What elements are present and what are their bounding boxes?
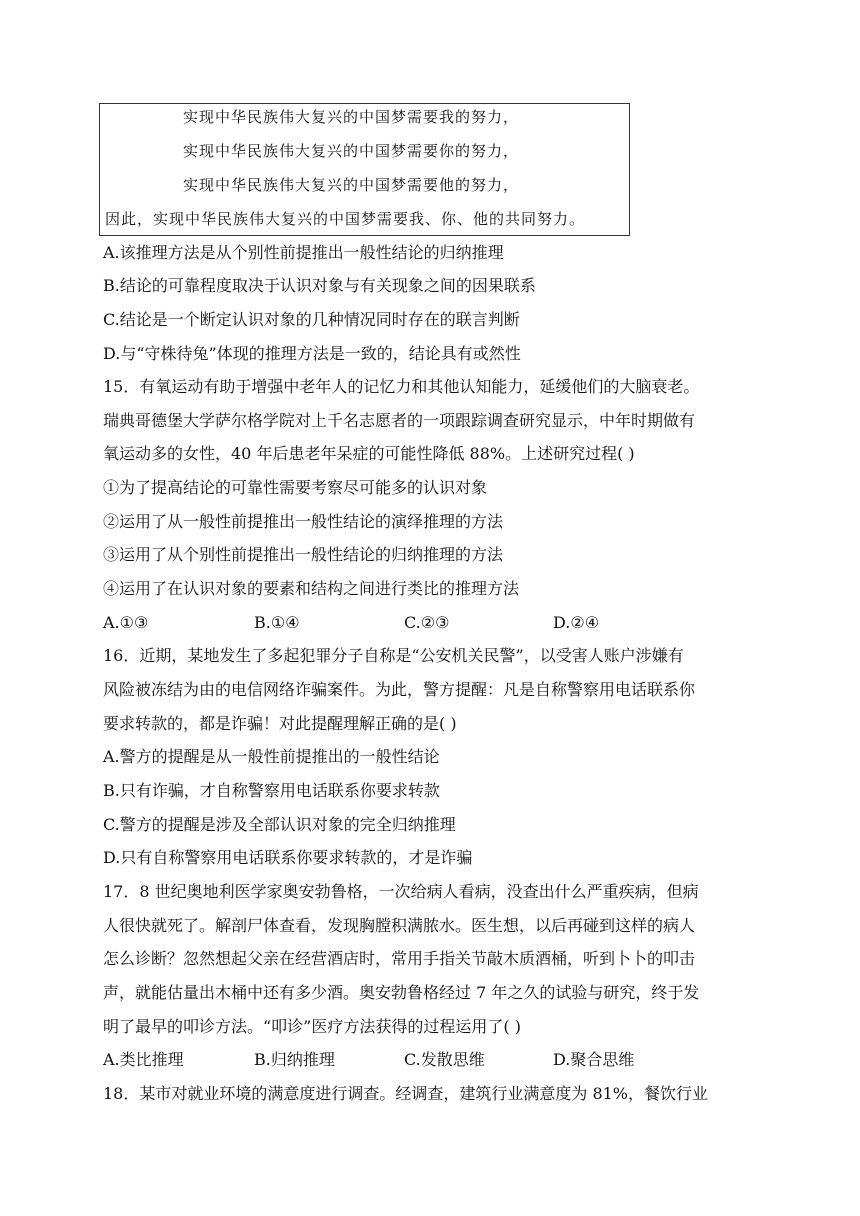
quote-conclusion: 因此，实现中华民族伟大复兴的中国梦需要我、你、他的共同努力。 — [105, 210, 586, 228]
q17-option-c: C.发散思维 — [404, 1050, 485, 1069]
q16-stem-line: 风险被冻结为由的电信网络诈骗案件。为此，警方提醒：凡是自称警察用电话联系你 — [103, 680, 696, 699]
q15-item-1: ①为了提高结论的可靠性需要考察尽可能多的认识对象 — [103, 478, 488, 497]
q16-option-b: B.只有诈骗，才自称警察用电话联系你要求转款 — [103, 781, 440, 800]
q18-stem-line: 18．某市对就业环境的满意度进行调查。经调查，建筑行业满意度为 81%，餐饮行业 — [103, 1084, 709, 1103]
q16-option-a: A.警方的提醒是从一般性前提推出的一般性结论 — [103, 747, 440, 766]
q15-option-c: C.②③ — [404, 613, 450, 632]
q15-stem-line: 15．有氧运动有助于增强中老年人的记忆力和其他认知能力，延缓他们的大脑衰老。 — [103, 377, 700, 396]
q15-item-3: ③运用了从个别性前提推出一般性结论的归纳推理的方法 — [103, 545, 504, 564]
q15-stem-line: 氧运动多的女性，40 年后患老年呆症的可能性降低 88%。上述研究过程( ) — [103, 444, 635, 463]
q16-option-c: C.警方的提醒是涉及全部认识对象的完全归纳推理 — [103, 815, 456, 834]
quote-line: 实现中华民族伟大复兴的中国梦需要他的努力， — [183, 176, 520, 194]
quote-line: 实现中华民族伟大复兴的中国梦需要你的努力， — [183, 142, 520, 160]
q16-stem-line: 16．近期，某地发生了多起犯罪分子自称是“公安机关民警”，以受害人账户涉嫌有 — [103, 646, 684, 665]
q15-stem-line: 瑞典哥德堡大学萨尔格学院对上千名志愿者的一项跟踪调查研究显示，中年时期做有 — [103, 411, 696, 430]
q17-stem-line: 人很快就死了。解剖尸体查看，发现胸膛积满脓水。医生想，以后再碰到这样的病人 — [103, 916, 696, 935]
q15-option-b: B.①④ — [254, 613, 300, 632]
q17-stem-line: 声，就能估量出木桶中还有多少酒。奥安勃鲁格经过 7 年之久的试验与研究，终于发 — [103, 983, 700, 1002]
q17-option-a: A.类比推理 — [103, 1050, 184, 1069]
q17-stem-line: 17．8 世纪奥地利医学家奥安勃鲁格，一次给病人看病，没查出什么严重疾病，但病 — [103, 882, 699, 901]
q16-stem-line: 要求转款的，都是诈骗！对此提醒理解正确的是( ) — [103, 714, 457, 733]
q17-stem-line: 明了最早的叩诊方法。“叩诊”医疗方法获得的过程运用了( ) — [103, 1017, 521, 1036]
q14-option-c: C.结论是一个断定认识对象的几种情况同时存在的联言判断 — [103, 310, 520, 329]
quote-line: 实现中华民族伟大复兴的中国梦需要我的努力， — [183, 108, 520, 126]
q14-option-b: B.结论的可靠程度取决于认识对象与有关现象之间的因果联系 — [103, 276, 536, 295]
q14-option-a: A.该推理方法是从个别性前提推出一般性结论的归纳推理 — [103, 243, 504, 262]
q15-option-a: A.①③ — [103, 613, 149, 632]
q17-option-d: D.聚合思维 — [553, 1050, 635, 1069]
q17-stem-line: 怎么诊断？忽然想起父亲在经营酒店时，常用手指关节敲木质酒桶，听到卜卜的叩击 — [103, 949, 696, 968]
q17-option-b: B.归纳推理 — [254, 1050, 335, 1069]
q15-option-d: D.②④ — [553, 613, 600, 632]
q16-option-d: D.只有自称警察用电话联系你要求转款的，才是诈骗 — [103, 848, 473, 867]
q14-option-d: D.与“守株待兔”体现的推理方法是一致的，结论具有或然性 — [103, 344, 521, 363]
q15-item-4: ④运用了在认识对象的要素和结构之间进行类比的推理方法 — [103, 579, 520, 598]
q15-item-2: ②运用了从一般性前提推出一般性结论的演绎推理的方法 — [103, 512, 504, 531]
